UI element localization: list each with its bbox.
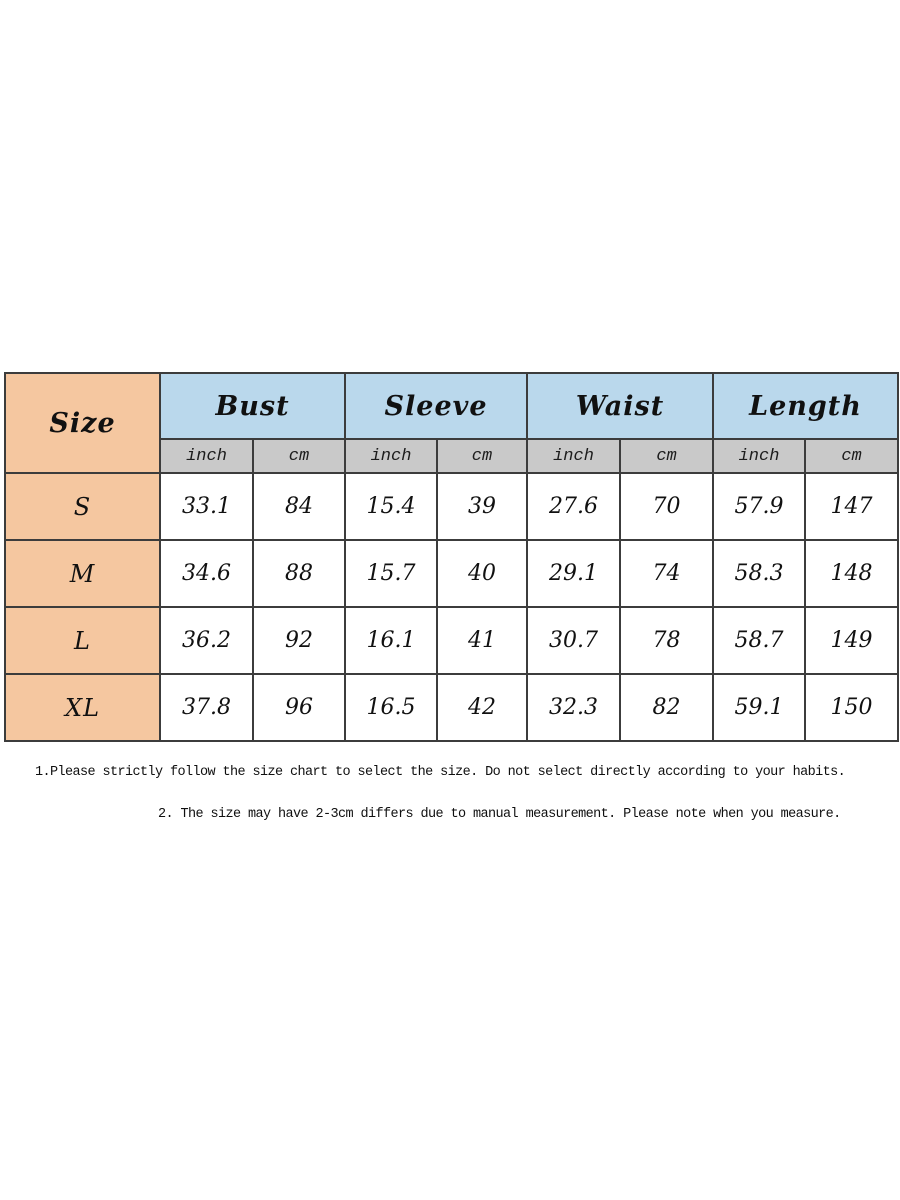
- unit-sleeve-cm: cm: [437, 439, 527, 473]
- table-row-s: [5, 473, 898, 540]
- unit-length-inch: inch: [713, 439, 805, 473]
- table-cell: 41: [437, 607, 527, 674]
- table-cell: 92: [253, 607, 345, 674]
- group-header-waist: Waist: [527, 373, 713, 439]
- table-cell: 149: [805, 607, 898, 674]
- table-cell: 34.6: [160, 540, 253, 607]
- table-cell: 84: [253, 473, 345, 540]
- table-cell: 147: [805, 473, 898, 540]
- table-cell: 30.7: [527, 607, 620, 674]
- table-cell: 29.1: [527, 540, 620, 607]
- table-row-m: [5, 540, 898, 607]
- table-cell: 59.1: [713, 674, 805, 741]
- size-label: M: [5, 540, 160, 607]
- table-cell: 16.5: [345, 674, 437, 741]
- table-cell: 40: [437, 540, 527, 607]
- table-cell: 33.1: [160, 473, 253, 540]
- table-cell: 37.8: [160, 674, 253, 741]
- unit-sleeve-inch: inch: [345, 439, 437, 473]
- group-header-sleeve: Sleeve: [345, 373, 527, 439]
- unit-length-cm: cm: [805, 439, 898, 473]
- table-cell: 15.4: [345, 473, 437, 540]
- unit-waist-inch: inch: [527, 439, 620, 473]
- table-cell: 82: [620, 674, 713, 741]
- table-cell: 150: [805, 674, 898, 741]
- table-cell: 57.9: [713, 473, 805, 540]
- table-cell: 78: [620, 607, 713, 674]
- table-cell: 74: [620, 540, 713, 607]
- table-cell: 88: [253, 540, 345, 607]
- note-size-selection: 1.Please strictly follow the size chart to select the size. Do not select directly according to your habits.: [35, 765, 846, 780]
- size-label: S: [5, 473, 160, 540]
- size-header-cell: Size: [5, 373, 160, 473]
- table-cell: 39: [437, 473, 527, 540]
- table-cell: 15.7: [345, 540, 437, 607]
- size-label: XL: [5, 674, 160, 741]
- table-cell: 58.3: [713, 540, 805, 607]
- unit-bust-cm: cm: [253, 439, 345, 473]
- table-cell: 148: [805, 540, 898, 607]
- unit-waist-cm: cm: [620, 439, 713, 473]
- table-row-xl: [5, 674, 898, 741]
- group-header-row: [5, 373, 898, 439]
- table-cell: 70: [620, 473, 713, 540]
- size-label: L: [5, 607, 160, 674]
- table-cell: 32.3: [527, 674, 620, 741]
- table-cell: 36.2: [160, 607, 253, 674]
- table-cell: 96: [253, 674, 345, 741]
- table-cell: 16.1: [345, 607, 437, 674]
- table-cell: 27.6: [527, 473, 620, 540]
- unit-bust-inch: inch: [160, 439, 253, 473]
- table-cell: 58.7: [713, 607, 805, 674]
- note-measurement-tolerance: 2. The size may have 2-3cm differs due to manual measurement. Please note when you measure.: [158, 807, 841, 822]
- table-row-l: [5, 607, 898, 674]
- table-cell: 42: [437, 674, 527, 741]
- group-header-length: Length: [713, 373, 898, 439]
- size-chart-table: [4, 372, 899, 742]
- group-header-bust: Bust: [160, 373, 345, 439]
